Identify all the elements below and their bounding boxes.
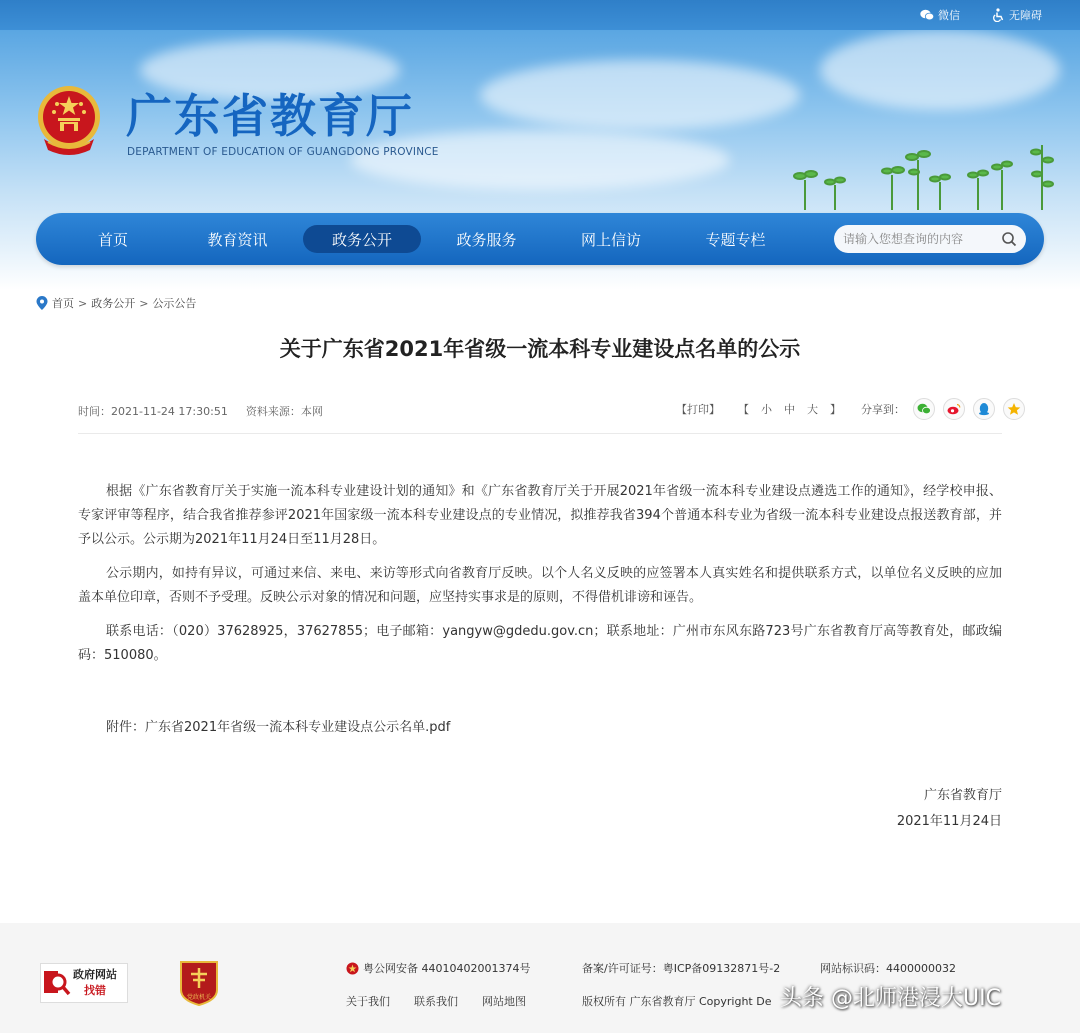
police-emblem-icon — [346, 962, 359, 975]
site-footer — [0, 923, 1080, 1033]
font-bracket: 【 — [738, 403, 749, 416]
footer-link-contact[interactable]: 联系我们 — [414, 995, 458, 1008]
search-icon[interactable] — [1001, 231, 1017, 247]
share-qq-button[interactable] — [973, 398, 995, 420]
nav-item-home[interactable]: 首页 — [97, 230, 128, 249]
nav-item-education-news[interactable]: 教育资讯 — [207, 230, 268, 249]
magnifier-icon — [43, 969, 71, 997]
breadcrumb-separator: > — [139, 296, 149, 310]
star-icon — [1007, 402, 1021, 416]
police-record-text[interactable]: 粤公网安备 44010402001374号 — [363, 962, 531, 975]
wechat-icon — [920, 9, 934, 21]
footer-links — [346, 993, 526, 1009]
breadcrumb-government-affairs[interactable]: 政务公开 — [91, 297, 136, 310]
accessibility-icon — [992, 8, 1005, 22]
article-body — [78, 480, 1002, 678]
nav-item-government-affairs[interactable]: 政务公开 — [303, 225, 421, 253]
site-header — [0, 0, 1080, 290]
accessibility-link[interactable] — [992, 7, 1042, 23]
site-title: 广东省教育厅 — [126, 89, 414, 143]
attachment-link[interactable]: 广东省2021年省级一流本科专业建设点公示名单.pdf — [145, 720, 451, 735]
qq-icon — [978, 402, 990, 416]
site-code: 网站标识码：4400000032 — [820, 962, 956, 975]
share-favorite-button[interactable] — [1003, 398, 1025, 420]
share-label: 分享到： — [861, 403, 905, 416]
gov-badge-subtitle: 找错 — [84, 984, 106, 997]
cloud-decoration — [480, 60, 800, 130]
print-button[interactable]: 【打印】 — [676, 403, 720, 416]
source-value: 本网 — [300, 405, 323, 418]
gov-website-error-report-badge[interactable] — [40, 963, 128, 1003]
wechat-label: 微信 — [938, 9, 960, 22]
share-wechat-button[interactable] — [913, 398, 935, 420]
article-title: 关于广东省2021年省级一流本科专业建设点名单的公示 — [279, 337, 801, 361]
article-paragraph: 根据《广东省教育厅关于实施一流本科专业建设计划的通知》和《广东省教育厅关于开展2021年省级一流本科专业建设点遴选工作的通知》，经学校申报、专家评审等程序，结合我省推荐参评2021年国家级一流本科专业建设点的专业情况，拟推荐我省394个普通本科专业为省级一流本科专业建设点报送教育部，并予以公示。公示期为2021年11月24日至11月28日。 — [78, 484, 1002, 547]
time-value: 2021-11-24 17:30:51 — [111, 405, 228, 418]
font-bracket: 】 — [830, 403, 841, 416]
nav-item-special-topics[interactable]: 专题专栏 — [705, 230, 766, 249]
footer-link-about[interactable]: 关于我们 — [346, 995, 390, 1008]
article-meta — [78, 403, 323, 419]
breadcrumb-separator: > — [78, 296, 88, 310]
watermark: 头条 @北师港浸大UIC — [780, 986, 1001, 1011]
time-label: 时间： — [78, 405, 111, 418]
accessibility-label: 无障碍 — [1009, 9, 1042, 22]
share-weibo-button[interactable] — [943, 398, 965, 420]
gov-badge-title: 政府网站 — [73, 968, 117, 981]
cloud-decoration — [820, 30, 1060, 110]
attachment — [106, 716, 450, 735]
nav-item-government-services[interactable]: 政务服务 — [456, 230, 517, 249]
footer-link-sitemap[interactable]: 网站地图 — [482, 995, 526, 1008]
meta-divider — [78, 433, 1002, 434]
main-nav — [36, 213, 1044, 265]
article-paragraph: 联系电话：（020）37628925，37627855；电子邮箱：yangyw@gdedu.gov.cn；联系地址：广州市东风东路723号广东省教育厅高等教育处，邮政编码：510080。 — [78, 624, 1002, 663]
breadcrumb — [36, 295, 196, 311]
attachment-label: 附件： — [106, 720, 146, 735]
font-small-button[interactable]: 小 — [761, 403, 772, 416]
icp-record[interactable]: 备案/许可证号：粤ICP备09132871号-2 — [582, 962, 781, 975]
font-size-controls — [738, 401, 841, 417]
national-emblem-icon — [34, 84, 104, 156]
article-paragraph: 公示期内，如持有异议，可通过来信、来电、来访等形式向省教育厅反映。以个人名义反映的应签署本人真实姓名和提供联系方式，以单位名义反映的应加盖本单位印章，否则不予受理。反映公示对象的情况和问题，应坚持实事求是的原则，不得借机诽谤和诬告。 — [78, 566, 1002, 605]
copyright: 版权所有 广东省教育厅 Copyright De — [582, 995, 772, 1008]
publish-time — [78, 403, 228, 419]
source-label: 资料来源： — [245, 405, 301, 418]
police-record — [346, 960, 530, 976]
font-large-button[interactable]: 大 — [807, 403, 818, 416]
breadcrumb-announcements[interactable]: 公示公告 — [152, 297, 197, 310]
search-box — [834, 225, 1026, 253]
breadcrumb-home[interactable]: 首页 — [52, 297, 74, 310]
article-signature — [850, 783, 1002, 835]
signer-name: 广东省教育厅 — [923, 788, 1002, 803]
signed-date: 2021年11月24日 — [896, 814, 1002, 829]
wechat-icon — [917, 403, 931, 415]
party-government-badge-icon[interactable] — [177, 958, 221, 1006]
article-source — [246, 403, 323, 419]
nav-item-online-petition[interactable]: 网上信访 — [580, 230, 641, 249]
font-medium-button[interactable]: 中 — [784, 403, 795, 416]
weibo-icon — [947, 403, 961, 415]
location-pin-icon — [36, 296, 48, 310]
article-tools — [676, 398, 1033, 420]
party-badge-label: 党政机关 — [186, 994, 212, 1001]
wechat-link[interactable] — [920, 7, 960, 23]
sprouts-decoration-icon — [780, 140, 1070, 220]
search-input[interactable] — [843, 232, 1003, 246]
site-subtitle: DEPARTMENT OF EDUCATION OF GUANGDONG PROVINCE — [127, 146, 439, 158]
top-bar — [0, 0, 1080, 30]
